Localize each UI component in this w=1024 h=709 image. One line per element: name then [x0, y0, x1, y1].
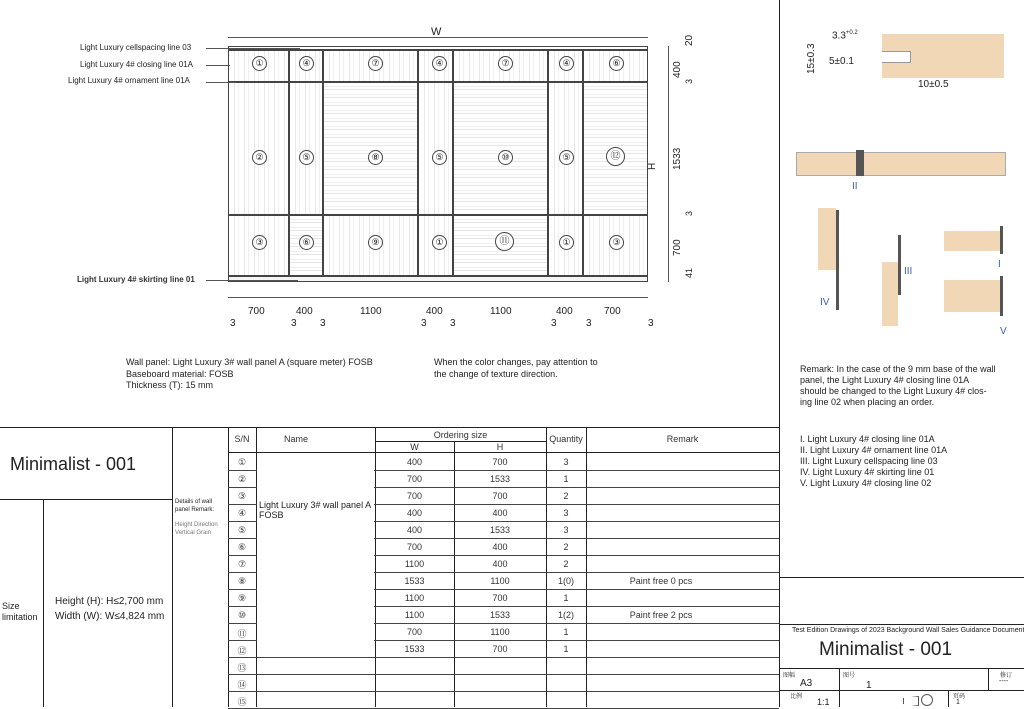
- dim-gap: 3: [421, 318, 427, 329]
- note-line: Thickness (T): 15 mm: [126, 380, 214, 390]
- name-cell: Light Luxury 3# wall panel A FOSB: [259, 500, 371, 520]
- projection-circle-icon: [921, 694, 933, 706]
- cell-w: 700: [406, 542, 423, 552]
- panel-number: ⑦: [498, 56, 513, 71]
- width-label: W: [431, 26, 442, 38]
- dim-w3: 1100: [360, 306, 382, 317]
- table-row-line: [228, 691, 779, 692]
- panel-number: ⑥: [299, 235, 314, 250]
- doc-title: Test Edition Drawings of 2023 Background Wall Sales Guidance Document: [792, 627, 1024, 634]
- dim-gap: 3: [586, 318, 592, 329]
- panel-mid-5: [453, 82, 548, 215]
- tb-line: [948, 690, 949, 707]
- dim-w4: 400: [426, 306, 443, 317]
- panel-number: ③: [252, 235, 267, 250]
- dim-gap: 3: [648, 318, 654, 329]
- tb-line: [779, 577, 1024, 578]
- dim-gap: 3: [291, 318, 297, 329]
- leader-line: [206, 82, 236, 83]
- cell-h: 400: [492, 508, 508, 518]
- note-line: Baseboard material: FOSB: [126, 369, 234, 379]
- details-label: Details of wall panel Remark:: [175, 499, 215, 513]
- cell-remark: Paint free 2 pcs: [629, 610, 693, 620]
- table-col-line: [586, 427, 587, 707]
- panel-number: ⑤: [559, 150, 574, 165]
- details-sub: Height Direction Vertical Grain: [175, 522, 218, 536]
- dim-gap: 3: [230, 318, 236, 329]
- cell-qty: 2: [563, 491, 569, 501]
- cell-sn: ⑤: [237, 525, 247, 535]
- header-qty: Quantity: [549, 434, 583, 444]
- table-row-line: [228, 657, 779, 658]
- info-divider: [43, 499, 44, 707]
- dim-gap: 3: [551, 318, 557, 329]
- cellspacing-profile: [898, 235, 901, 295]
- cell-w: 1100: [404, 593, 425, 603]
- roman-v: V: [1000, 326, 1007, 337]
- dim-400: 400: [672, 61, 683, 78]
- width-limit: Width (W): W≤4,824 mm: [55, 611, 165, 622]
- dim-thickness: 15±0.3: [806, 43, 817, 74]
- callout-cellspacing: Light Luxury cellspacing line 03: [80, 43, 192, 52]
- remark-line: ing line 02 when placing an order.: [800, 397, 935, 407]
- panel-number: ③: [609, 235, 624, 250]
- cell-sn: ⑮: [237, 697, 247, 707]
- sheets-label: 页码: [953, 694, 966, 700]
- panel-number: ④: [559, 56, 574, 71]
- panel-number: ①: [559, 235, 574, 250]
- cell-sn: ②: [237, 474, 247, 484]
- no-value: 1: [866, 680, 872, 691]
- remark-line: panel, the Light Luxury 4# closing line 01A: [800, 375, 970, 385]
- panel-number: ⑨: [368, 235, 383, 250]
- table-header-line: [228, 452, 779, 453]
- size-label: Size limitation: [2, 601, 38, 622]
- dim-41: 41: [684, 267, 694, 278]
- panel-number: ⑦: [368, 56, 383, 71]
- remark-line: should be changed to the Light Luxury 4# clos-: [800, 386, 987, 396]
- info-divider: [0, 499, 172, 500]
- legend-line: III. Light Luxury cellspacing line 03: [800, 456, 938, 466]
- cell-h: 700: [492, 491, 508, 501]
- cell-w: 700: [406, 474, 423, 484]
- leader-line: [206, 280, 298, 281]
- callout-closing: Light Luxury 4# closing line 01A: [80, 60, 193, 69]
- header-remark: Remark: [666, 434, 699, 444]
- panel-mid-4: [418, 82, 453, 215]
- cell-w: 700: [406, 491, 423, 501]
- scale-value: 1:1: [817, 697, 830, 707]
- cell-qty: 1(2): [557, 610, 574, 620]
- rev-label: 修订: [1000, 673, 1013, 679]
- roman-i: I: [998, 259, 1001, 270]
- cell-sn: ⑪: [237, 629, 247, 639]
- dim-slot-depth: 5±0.1: [829, 56, 854, 67]
- closing-board-v: [944, 280, 1002, 312]
- tb-title: Minimalist - 001: [819, 639, 953, 660]
- leader-line: [206, 65, 230, 66]
- closing-profile-i: [1000, 226, 1003, 254]
- panel-number: ④: [299, 56, 314, 71]
- dim-w5: 1100: [490, 306, 512, 317]
- tb-line: [839, 668, 840, 707]
- callout-skirting: Light Luxury 4# skirting line 01: [77, 275, 195, 284]
- panel-number: ④: [432, 56, 447, 71]
- header-h: H: [496, 442, 504, 452]
- height-dimension-line: [668, 46, 669, 282]
- cell-h: 1533: [489, 525, 511, 535]
- cell-h: 700: [492, 593, 508, 603]
- joint-ii-boards: [796, 152, 1006, 176]
- skirting-profile: [836, 210, 839, 310]
- merged-name-cell: [257, 454, 374, 656]
- cell-qty: 1: [563, 593, 569, 603]
- note-line: Wall panel: Light Luxury 3# wall panel A (square meter) FOSB: [126, 357, 373, 367]
- dim-slot-width: $3.3^{+0.2}$: [832, 30, 858, 42]
- skirting-board: [818, 208, 836, 270]
- header-name: Name: [283, 434, 308, 444]
- cell-w: 400: [406, 508, 423, 518]
- cell-sn: ⑩: [237, 610, 247, 620]
- panel-mid-6: [548, 82, 583, 215]
- cell-sn: ①: [237, 457, 247, 467]
- cell-qty: 1: [563, 627, 569, 637]
- panel-number: ⑫: [606, 147, 625, 166]
- format-value: A3: [800, 678, 813, 689]
- roman-iv: IV: [820, 297, 830, 308]
- cell-qty: 3: [563, 525, 569, 535]
- cell-qty: 2: [563, 542, 569, 552]
- tb-line: [779, 690, 1024, 691]
- panel-number: ⑧: [368, 150, 383, 165]
- cell-w: 1533: [404, 644, 425, 654]
- panel-number: ①: [432, 235, 447, 250]
- tb-line: [779, 624, 1024, 625]
- cell-sn: ③: [237, 491, 247, 501]
- panel-number: ⑤: [299, 150, 314, 165]
- cell-w: 400: [406, 457, 423, 467]
- header-w: W: [410, 442, 419, 452]
- panel-mid-3: [323, 82, 418, 215]
- cell-qty: 1(0): [557, 576, 574, 586]
- cell-w: 1533: [404, 576, 425, 586]
- dim-length: 10±0.5: [918, 79, 949, 90]
- cell-qty: 3: [563, 457, 569, 467]
- cell-sn: ⑬: [237, 663, 247, 673]
- dim-gap: 3: [450, 318, 456, 329]
- dim-1533: 1533: [672, 147, 683, 170]
- legend-line: IV. Light Luxury 4# skirting line 01: [800, 467, 935, 477]
- dim-w6: 400: [556, 306, 573, 317]
- info-divider: [172, 427, 173, 707]
- closing-board-i: [944, 231, 1002, 251]
- cell-h: 1533: [489, 610, 511, 620]
- cell-w: 700: [406, 627, 423, 637]
- cell-sn: ⑨: [237, 593, 247, 603]
- panel-number: ②: [252, 150, 267, 165]
- scale-label: 比例: [790, 694, 803, 700]
- header-sn: S/N: [234, 434, 250, 444]
- cell-sn: ⑥: [237, 542, 247, 552]
- cell-qty: 1: [563, 644, 569, 654]
- cell-qty: 1: [563, 474, 569, 484]
- dim-w1: 700: [248, 306, 265, 317]
- note-line: When the color changes, pay attention to: [434, 357, 598, 367]
- cell-w: 1100: [404, 610, 425, 620]
- cell-h: 1533: [489, 474, 511, 484]
- no-label: 图号: [843, 673, 856, 679]
- profile-slot: [882, 51, 911, 63]
- callout-ornament: Light Luxury 4# ornament line 01A: [68, 76, 190, 85]
- dim-gap: 3: [320, 318, 326, 329]
- leader-line: [206, 48, 300, 49]
- table-row-line: [228, 674, 779, 675]
- frame-divider-vertical: [779, 0, 780, 707]
- dim-w2: 400: [296, 306, 313, 317]
- cell-h: 1100: [490, 627, 510, 637]
- cell-h: 400: [492, 559, 508, 569]
- roman-iii: III: [904, 266, 913, 277]
- panel-number: ⑥: [609, 56, 624, 71]
- cell-sn: ⑭: [237, 680, 247, 690]
- cell-sn: ⑧: [237, 576, 247, 586]
- cell-h: 700: [492, 457, 508, 467]
- cell-h: 1100: [490, 576, 510, 586]
- header-ordering: Ordering size: [433, 430, 488, 440]
- info-title: Minimalist - 001: [10, 454, 137, 474]
- cell-h: 700: [492, 644, 508, 654]
- cellspacing-board: [882, 262, 898, 326]
- cell-h: 400: [492, 542, 508, 552]
- cell-w: 400: [406, 525, 423, 535]
- format-label: 图幅: [783, 673, 796, 679]
- cell-sn: ⑫: [237, 646, 247, 656]
- panel-number: ⑤: [432, 150, 447, 165]
- height-label: H: [647, 162, 658, 170]
- panel-number: ①: [252, 56, 267, 71]
- legend-line: I. Light Luxury 4# closing line 01A: [800, 434, 935, 444]
- projection-symbol-icon: [903, 696, 919, 706]
- panel-number: ⑪: [495, 232, 514, 251]
- cell-qty: 2: [563, 559, 569, 569]
- legend-line: II. Light Luxury 4# ornament line 01A: [800, 445, 948, 455]
- dim-w7: 700: [604, 306, 621, 317]
- panel-number: ⑩: [498, 150, 513, 165]
- cell-sn: ⑦: [237, 559, 247, 569]
- dim-20: 20: [684, 34, 695, 46]
- tb-line: [988, 668, 989, 690]
- skirting-strip: [228, 276, 648, 282]
- sheets-value: 1: [956, 699, 960, 706]
- cell-sn: ④: [237, 508, 247, 518]
- frame-divider-horizontal: [0, 427, 779, 428]
- legend-line: V. Light Luxury 4# closing line 02: [800, 478, 932, 488]
- joint-ii-connector: [856, 150, 864, 176]
- panel-mid-2: [289, 82, 323, 215]
- roman-ii: II: [852, 181, 858, 192]
- panel-mid-1: [228, 82, 289, 215]
- dim-700: 700: [672, 239, 683, 256]
- dim-3b: 3: [684, 210, 694, 216]
- remark-line: Remark: In the case of the 9 mm base of the wall: [800, 364, 996, 374]
- note-line: the change of texture direction.: [434, 369, 558, 379]
- closing-profile-v: [1000, 276, 1003, 316]
- bottom-dimension-line: [228, 297, 648, 298]
- rev-value: ----: [999, 678, 1009, 685]
- cell-remark: Paint free 0 pcs: [629, 576, 693, 586]
- dim-3a: 3: [684, 78, 694, 84]
- cell-qty: 3: [563, 508, 569, 518]
- height-limit: Height (H): H≤2,700 mm: [55, 596, 164, 607]
- cell-w: 1100: [404, 559, 425, 569]
